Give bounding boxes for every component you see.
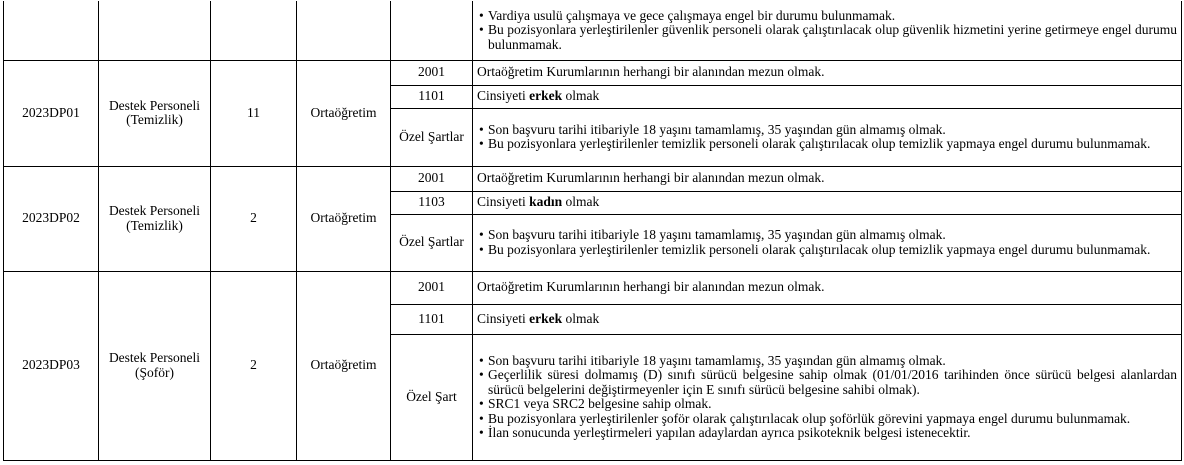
condition-item: • Bu pozisyonlara yerleştirilenler şoför olarak çalıştırılacak olup şoförlük görevini yapmaya engel durumu bulunmamak. — [479, 412, 1177, 427]
requirement-code: 2001 — [391, 60, 473, 85]
requirement-code: 2001 — [391, 271, 473, 304]
special-conditions-cell — [473, 1, 1182, 60]
position-title: Destek Personeli (Şoför) — [99, 271, 211, 460]
education-level: Ortaöğretim — [297, 60, 391, 166]
gender-prefix: Cinsiyeti — [477, 194, 530, 210]
education-level: Ortaöğretim — [297, 271, 391, 460]
special-conditions-list — [477, 123, 1177, 152]
condition-item: • Son başvuru tarihi itibariyle 18 yaşını tamamlamış, 35 yaşından gün almamış olmak. — [479, 228, 1177, 243]
requirement-code: 2001 — [391, 166, 473, 191]
table-row — [4, 271, 1182, 304]
position-count: 2 — [211, 271, 297, 460]
gender-value: kadın — [529, 194, 563, 210]
condition-item: • İlan sonucunda yerleştirmeleri yapılan adaylardan ayrıca psikoteknik belgesi istenecektir. — [479, 426, 1177, 441]
special-conditions-list — [477, 9, 1177, 53]
condition-item: • Vardiya usulü çalışmaya ve gece çalışmaya engel bir durumu bulunmamak. — [479, 9, 1177, 24]
special-conditions-list — [477, 228, 1177, 257]
position-code: 2023DP02 — [4, 166, 99, 271]
condition-item: • Bu pozisyonlara yerleştirilenler güvenlik personeli olarak çalıştırılacak olup güvenlik hizmetini yerine getirmeye engel durumu bulunmamak. — [479, 23, 1177, 52]
requirement-code: 1103 — [391, 191, 473, 214]
position-title: Destek Personeli (Temizlik) — [99, 166, 211, 271]
requirement-text: Ortaöğretim Kurumlarının herhangi bir alanından mezun olmak. — [473, 166, 1182, 191]
special-conditions-list — [477, 354, 1177, 441]
requirement-text: Ortaöğretim Kurumlarının herhangi bir alanından mezun olmak. — [473, 271, 1182, 304]
empty-cell — [211, 1, 297, 60]
position-code: 2023DP03 — [4, 271, 99, 460]
table-row — [4, 60, 1182, 85]
position-count: 2 — [211, 166, 297, 271]
position-title: Destek Personeli (Temizlik) — [99, 60, 211, 166]
gender-suffix: olmak — [562, 194, 600, 210]
positions-table — [3, 1, 1182, 461]
position-count: 11 — [211, 60, 297, 166]
condition-item: • Son başvuru tarihi itibariyle 18 yaşını tamamlamış, 35 yaşından gün almamış olmak. — [479, 123, 1177, 138]
education-level: Ortaöğretim — [297, 166, 391, 271]
gender-value: erkek — [529, 88, 563, 104]
gender-requirement — [473, 304, 1182, 334]
empty-cell — [297, 1, 391, 60]
gender-requirement — [473, 191, 1182, 214]
special-label: Özel Şart — [391, 334, 473, 460]
requirement-code: 1101 — [391, 304, 473, 334]
gender-suffix: olmak — [562, 88, 600, 104]
empty-cell — [391, 1, 473, 60]
condition-item: • Bu pozisyonlara yerleştirilenler temizlik personeli olarak çalıştırılacak olup temizlik yapmaya engel durumu bulunmamak. — [479, 243, 1177, 258]
special-conditions-cell — [473, 214, 1182, 271]
gender-suffix: olmak — [562, 310, 600, 326]
empty-cell — [99, 1, 211, 60]
condition-item: • Bu pozisyonlara yerleştirilenler temizlik personeli olarak çalıştırılacak olup temizlik yapmaya engel durumu bulunmamak. — [479, 137, 1177, 152]
gender-prefix: Cinsiyeti — [477, 88, 530, 104]
position-code: 2023DP01 — [4, 60, 99, 166]
condition-item: • Geçerlilik süresi dolmamış (D) sınıfı sürücü belgesine sahip olmak (01/01/2016 tarihinden önce sürücü belgesi alanlardan sürücü belgelerini değiştirmeyenler için E sınıfı sürücü belgesine sahibi olmak). — [479, 368, 1177, 397]
table-row — [4, 166, 1182, 191]
special-conditions-cell — [473, 108, 1182, 166]
gender-requirement — [473, 85, 1182, 108]
special-label: Özel Şartlar — [391, 108, 473, 166]
gender-value: erkek — [529, 310, 563, 326]
special-label: Özel Şartlar — [391, 214, 473, 271]
requirement-code: 1101 — [391, 85, 473, 108]
condition-item: • Son başvuru tarihi itibariyle 18 yaşını tamamlamış, 35 yaşından gün almamış olmak. — [479, 354, 1177, 369]
empty-cell — [4, 1, 99, 60]
requirement-text: Ortaöğretim Kurumlarının herhangi bir alanından mezun olmak. — [473, 60, 1182, 85]
gender-prefix: Cinsiyeti — [477, 310, 530, 326]
table-row — [4, 1, 1182, 60]
special-conditions-cell — [473, 334, 1182, 460]
condition-item: • SRC1 veya SRC2 belgesine sahip olmak. — [479, 397, 1177, 412]
